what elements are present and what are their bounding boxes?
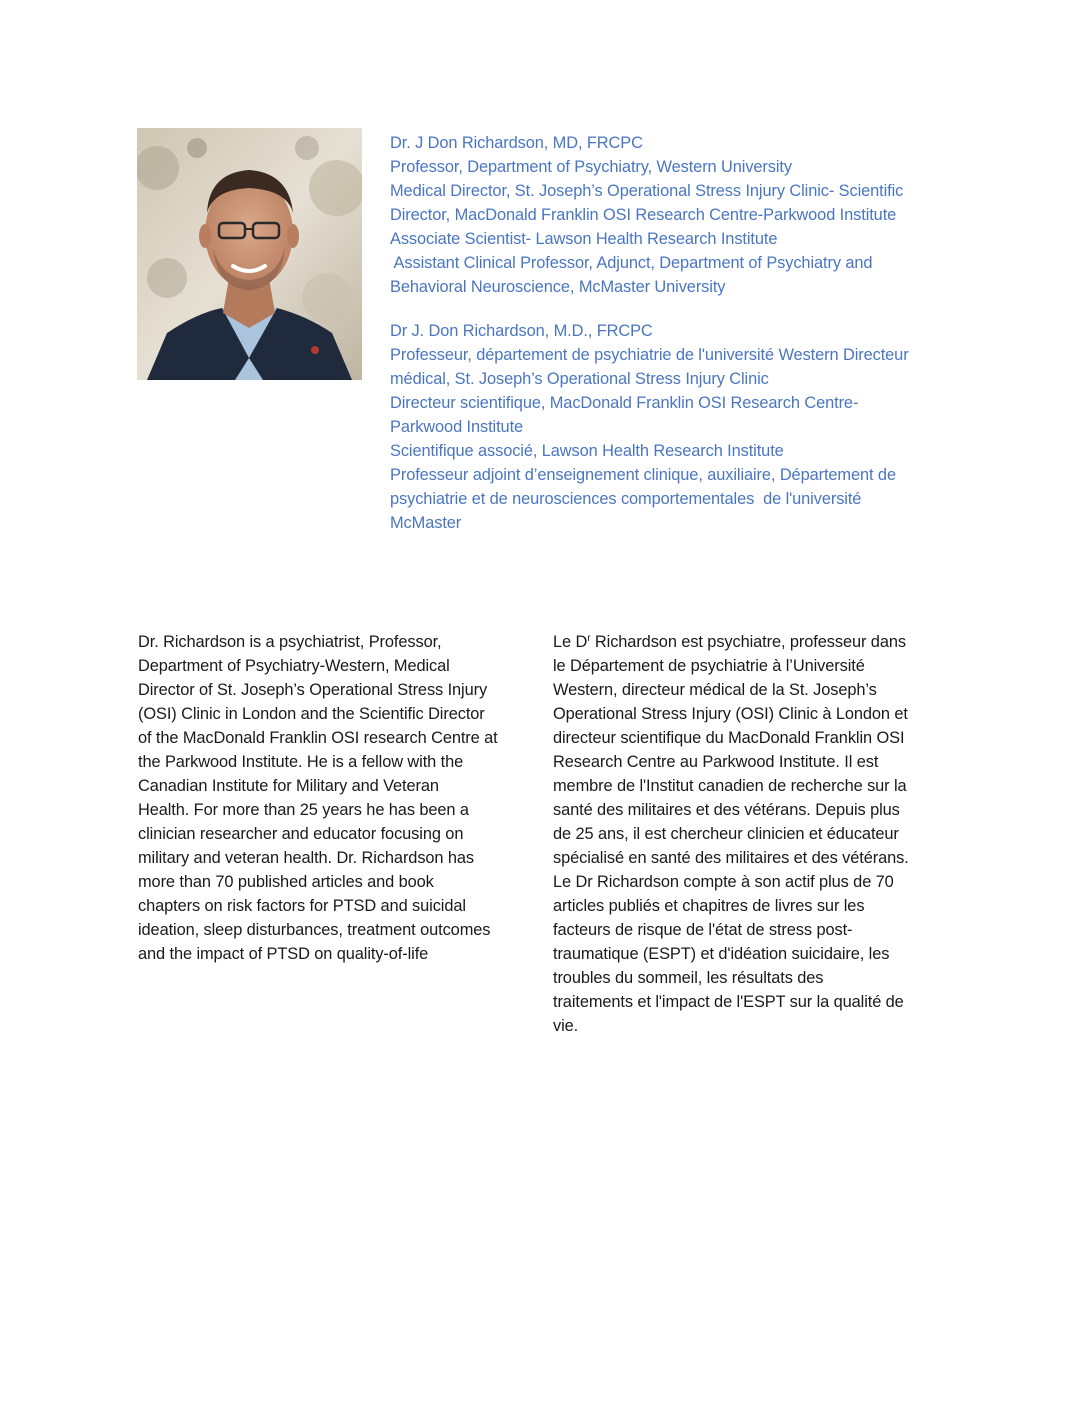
bio-line: spécialisé en santé des militaires et des vétérans. xyxy=(553,849,909,867)
credential-line: psychiatrie et de neurosciences comportementales de l'université xyxy=(390,490,862,508)
bio-line: membre de l'Institut canadien de recherche sur la xyxy=(553,777,907,795)
credential-line: Professeur adjoint d’enseignement clinique, auxiliaire, Département de xyxy=(390,466,896,484)
bio-line: traumatique (ESPT) et d'idéation suicidaire, les xyxy=(553,945,890,963)
biography-french xyxy=(553,630,973,1038)
bio-line: chapters on risk factors for PTSD and suicidal xyxy=(138,897,466,915)
bio-line: Western, directeur médical de la St. Joseph’s xyxy=(553,681,877,699)
bio-line: Health. For more than 25 years he has been a xyxy=(138,801,469,819)
credential-line: Professor, Department of Psychiatry, Western University xyxy=(390,158,792,176)
credential-line: McMaster xyxy=(390,514,462,532)
credential-line: Assistant Clinical Professor, Adjunct, Department of Psychiatry and xyxy=(390,254,873,272)
portrait-photo xyxy=(137,128,362,380)
bio-line: clinician researcher and educator focusing on xyxy=(138,825,464,843)
bio-line: traitements et l'impact de l'ESPT sur la qualité de xyxy=(553,993,904,1011)
bio-line: Department of Psychiatry-Western, Medical xyxy=(138,657,450,675)
credential-line: Parkwood Institute xyxy=(390,418,524,436)
bio-line: military and veteran health. Dr. Richardson has xyxy=(138,849,475,867)
credential-line: Professeur, département de psychiatrie de l'université Western Directeur xyxy=(390,346,909,364)
bio-line: de 25 ans, il est chercheur clinicien et éducateur xyxy=(553,825,899,843)
credential-line: Associate Scientist- Lawson Health Research Institute xyxy=(390,230,778,248)
bio-line: articles publiés et chapitres de livres sur les xyxy=(553,897,865,915)
bio-first-line xyxy=(553,630,973,654)
bio-line: le Département de psychiatrie à l’Université xyxy=(553,657,865,675)
credential-line: Directeur scientifique, MacDonald Franklin OSI Research Centre- xyxy=(390,394,859,412)
bio-line: more than 70 published articles and book xyxy=(138,873,434,891)
bio-first-prefix: Le D xyxy=(553,633,588,651)
credential-line: Medical Director, St. Joseph’s Operational Stress Injury Clinic- Scientific xyxy=(390,182,904,200)
bio-line: Dr. Richardson is a psychiatrist, Professor, xyxy=(138,633,442,651)
credentials-english xyxy=(390,131,990,299)
bio-line: of the MacDonald Franklin OSI research Centre at xyxy=(138,729,498,747)
bio-line: ideation, sleep disturbances, treatment outcomes xyxy=(138,921,491,939)
biography-english xyxy=(138,630,538,966)
bio-line: Operational Stress Injury (OSI) Clinic à London et xyxy=(553,705,908,723)
bio-line: (OSI) Clinic in London and the Scientific Director xyxy=(138,705,485,723)
credential-line: médical, St. Joseph’s Operational Stress Injury Clinic xyxy=(390,370,769,388)
credential-line: Dr J. Don Richardson, M.D., FRCPC xyxy=(390,322,653,340)
credential-line: Scientifique associé, Lawson Health Research Institute xyxy=(390,442,784,460)
credential-line: Behavioral Neuroscience, McMaster University xyxy=(390,278,726,296)
credential-line: Director, MacDonald Franklin OSI Research Centre-Parkwood Institute xyxy=(390,206,897,224)
bio-line: facteurs de risque de l'état de stress post- xyxy=(553,921,853,939)
bio-line: Le Dr Richardson compte à son actif plus de 70 xyxy=(553,873,894,891)
bio-line: troubles du sommeil, les résultats des xyxy=(553,969,824,987)
credentials-french xyxy=(390,319,990,535)
bio-first-superscript: r xyxy=(587,633,591,644)
bio-line: Director of St. Joseph’s Operational Stress Injury xyxy=(138,681,488,699)
bio-line: Research Centre au Parkwood Institute. Il est xyxy=(553,753,879,771)
bio-line: Canadian Institute for Military and Veteran xyxy=(138,777,439,795)
credential-line: Dr. J Don Richardson, MD, FRCPC xyxy=(390,134,643,152)
bio-line: directeur scientifique du MacDonald Franklin OSI xyxy=(553,729,905,747)
bio-line: the Parkwood Institute. He is a fellow with the xyxy=(138,753,464,771)
bio-line: santé des militaires et des vétérans. Depuis plus xyxy=(553,801,900,819)
bio-line: vie. xyxy=(553,1017,579,1035)
bio-line: and the impact of PTSD on quality-of-life xyxy=(138,945,429,963)
bio-first-rest: Richardson est psychiatre, professeur dans xyxy=(590,633,906,651)
